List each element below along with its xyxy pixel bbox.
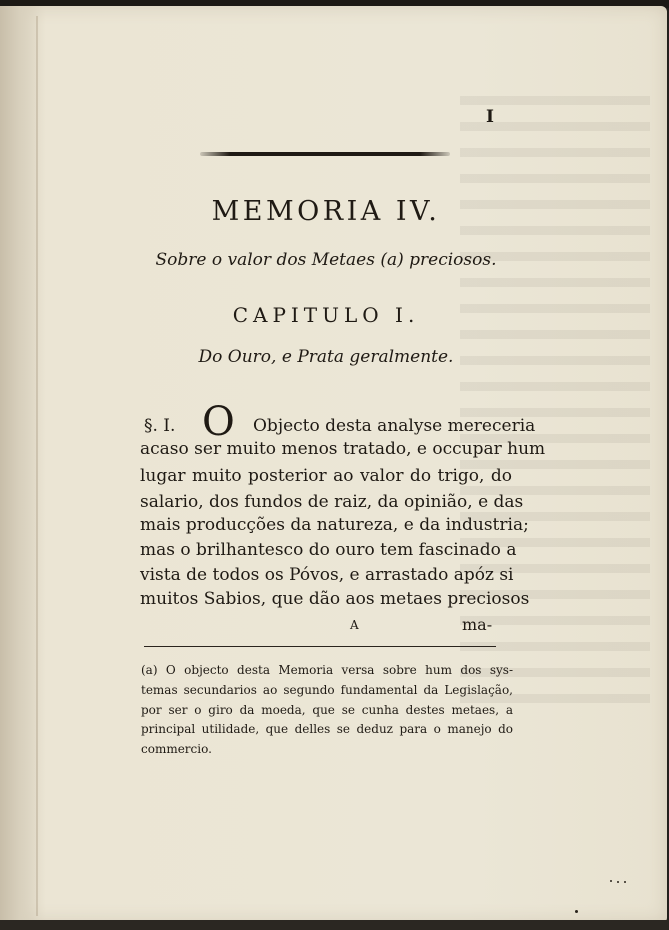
drop-cap: O: [202, 399, 235, 445]
section-mark: §. I.: [144, 416, 176, 436]
memoria-subtitle: Sobre o valor dos Metaes (a) preciosos.: [155, 250, 497, 270]
chapter-title: CAPITULO I.: [232, 303, 420, 327]
body-line: mas o brilhantesco do ouro tem fascinado a: [140, 540, 517, 560]
body-line: salario, dos fundos de raiz, da opinião, e das: [140, 492, 524, 512]
ink-speck: [617, 881, 619, 883]
ink-speck: [610, 880, 612, 882]
footnote-line: principal utilidade, que delles se deduz para o manejo do: [141, 722, 513, 736]
footnote-line: commercio.: [141, 742, 212, 756]
signature-mark: A: [350, 618, 360, 632]
paragraph-first-line: [140, 399, 536, 445]
body-line: mais producções da natureza, e da industria;: [140, 515, 529, 535]
first-line-text: Objecto desta analyse mereceria: [253, 416, 536, 436]
memoria-title: MEMORIA IV.: [211, 196, 441, 227]
page-fold-line: [36, 16, 38, 916]
footnote-line: por ser o giro da moeda, que se cunha destes metaes, a: [141, 703, 513, 717]
body-line: acaso ser muito menos tratado, e occupar hum: [140, 439, 546, 459]
chapter-subtitle: Do Ouro, e Prata geralmente.: [198, 347, 454, 367]
scan-bottom-edge: [0, 920, 669, 930]
body-line: muitos Sabios, que dão aos metaes preciosos: [140, 589, 530, 609]
footnote-line: temas secundarios ao segundo fundamental da Legislação,: [141, 683, 513, 697]
header-rule: [200, 152, 450, 156]
page-gutter-shadow: [0, 6, 46, 922]
body-line: lugar muito posterior ao valor do trigo, do: [140, 466, 512, 486]
ink-speck: [624, 881, 626, 883]
ink-speck: [575, 910, 578, 913]
body-line: vista de todos os Póvos, e arrastado apóz si: [140, 565, 514, 585]
footnote-line: (a) O objecto desta Memoria versa sobre hum dos sys-: [141, 663, 513, 677]
book-page: [0, 6, 667, 922]
footnote-rule: [144, 646, 496, 647]
catchword: ma-: [462, 615, 493, 634]
page-number: I: [486, 107, 494, 127]
